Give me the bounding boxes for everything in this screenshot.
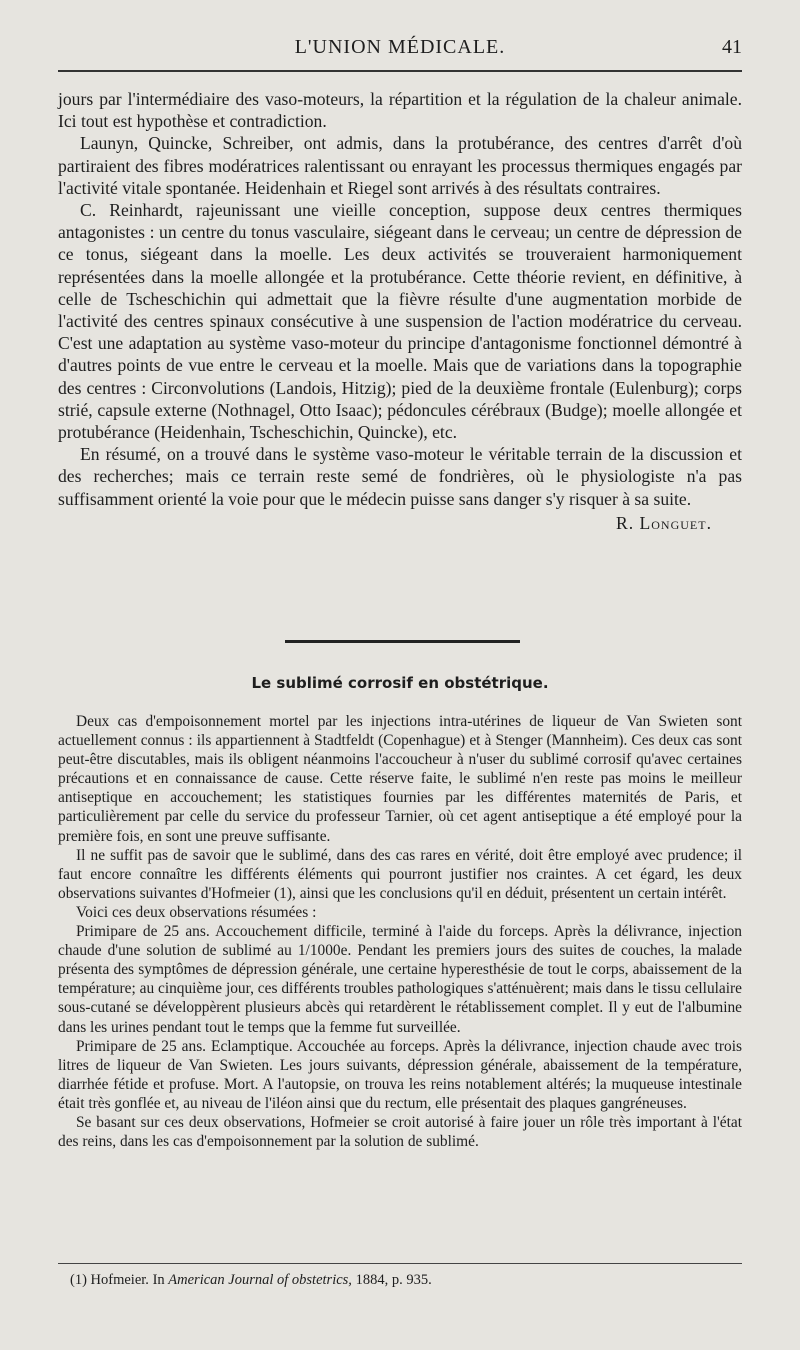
footnote bbox=[70, 1272, 742, 1289]
footnote-author: Hofmeier. bbox=[90, 1272, 149, 1288]
footnote-rule bbox=[58, 1263, 742, 1264]
footnote-details: 1884, p. 935. bbox=[355, 1272, 432, 1288]
author-signature: R. Longuet. bbox=[615, 512, 712, 533]
footnote-journal: American Journal of obstetrics, bbox=[168, 1272, 352, 1288]
section-separator bbox=[285, 640, 520, 643]
first-article-body bbox=[58, 88, 742, 534]
footnote-in: In bbox=[152, 1272, 165, 1288]
paragraph: Primipare de 25 ans. Accouchement difficile, terminé à l'aide du forceps. Après la délivrance, injection chaude d'une solution de sublimé au 1/1000e. Pendant les premiers jours des suites de couches, la malade présenta des symptômes de dépression générale, une certaine hyperesthésie de tout le corps, abaissement de la température; au cinquième jour, ces différents troubles pathologiques s'atténuèrent; mais dans le tissu cellulaire sous-cutané se développèrent plusieurs abcès qui retardèrent le rétablissement complet. Il y eut de l'albumine dans les urines pendant tout le temps que la femme fut surveillée. bbox=[58, 923, 742, 1036]
paragraph: Il ne suffit pas de savoir que le sublimé, dans des cas rares en vérité, doit être employé avec prudence; il faut encore connaître les différents éléments qui pourront justifier nos craintes. A cet égard, les deux observations suivantes d'Hofmeier (1), ainsi que les conclusions qu'il en déduit, présentent un certain intérêt. bbox=[58, 846, 742, 902]
footnote-marker: (1) bbox=[70, 1272, 87, 1288]
paragraph: Primipare de 25 ans. Eclamptique. Accouchée au forceps. Après la délivrance, injection chaude avec trois litres de liqueur de Van Swieten. Les jours suivants, dépression générale, abaissement de la température, diarrhée fétide et profuse. Mort. A l'autopsie, on trouva les reins notablement altérés; la muqueuse intestinale était très gonflée et, au niveau de l'iléon ainsi que du rectum, elle présentait des plaques gangréneuses. bbox=[58, 1037, 742, 1112]
second-article-body bbox=[58, 712, 742, 1151]
header-rule bbox=[58, 70, 742, 72]
running-header bbox=[58, 36, 742, 66]
paragraph: Se basant sur ces deux observations, Hofmeier se croit autorisé à faire jouer un rôle très important à l'état des reins, dans les cas d'empoisonnement par la solution de sublimé. bbox=[58, 1113, 742, 1151]
journal-title: L'UNION MÉDICALE. bbox=[294, 36, 506, 58]
paragraph: jours par l'intermédiaire des vaso-moteurs, la répartition et la régulation de la chaleur animale. Ici tout est hypothèse et contradiction. bbox=[58, 89, 742, 132]
paragraph: Deux cas d'empoisonnement mortel par les injections intra-utérines de liqueur de Van Swieten sont actuellement connus : ils appartiennent à Stadtfeldt (Copenhague) et à Stenger (Mannheim). Ces deux cas sont peut-être discutables, mais ils obligent néanmoins l'accoucheur à n'user du sublimé corrosif qu'avec certaines précautions et en connaissance de cause. Cette réserve faite, le sublimé n'en reste pas moins le meilleur antiseptique en accouchement; les statistiques fournies par les différentes maternités de Paris, et particulièrement par celle du service du professeur Tarnier, où cet agent antiseptique a été employé pour la première fois, en sont une preuve suffisante. bbox=[58, 713, 742, 845]
paragraph: Voici ces deux observations résumées : bbox=[76, 903, 317, 921]
paragraph: En résumé, on a trouvé dans le système vaso-moteur le véritable terrain de la discussion et des recherches; mais ce terrain reste semé de fondrières, où le physiologiste n'a pas suffisamment orienté la voie pour que le médecin puisse sans danger s'y risquer à sa suite. bbox=[58, 444, 742, 509]
page-number: 41 bbox=[722, 36, 742, 58]
section-title: Le sublimé corrosif en obstétrique. bbox=[251, 674, 549, 692]
paragraph: C. Reinhardt, rajeunissant une vieille conception, suppose deux centres thermiques antagonistes : un centre du tonus vasculaire, siégeant dans le cerveau; un centre de dépression de ce tonus, siégeant dans la moelle. Les deux activités se trouveraient harmoniquement représentées dans la moelle allongée et la protubérance. Cette théorie revient, en définitive, à celle de Tscheschichin qui admettait que la fièvre résulte d'une augmentation morbide de l'activité des centres spinaux consécutive à une suspension de l'action modératrice du cerveau. C'est une adaptation au système vaso-moteur du principe d'antagonisme fonctionnel démontré à d'autres points de vue entre le cerveau et la moelle. Mais que de variations dans la topographie des centres : Circonvolutions (Landois, Hitzig); pied de la deuxième frontale (Eulenburg); corps strié, capsule externe (Nothnagel, Otto Isaac); pédoncules cérébraux (Budge); moelle allongée et protubérance (Heidenhain, Tscheschichin, Quincke), etc. bbox=[58, 200, 742, 443]
paragraph: Launyn, Quincke, Schreiber, ont admis, dans la protubérance, des centres d'arrêt d'où partiraient des fibres modératrices ralentissant ou enrayant les processus thermiques engagés par l'activité vitale spontanée. Heidenhain et Riegel sont arrivés à des résultats contraires. bbox=[58, 133, 742, 198]
